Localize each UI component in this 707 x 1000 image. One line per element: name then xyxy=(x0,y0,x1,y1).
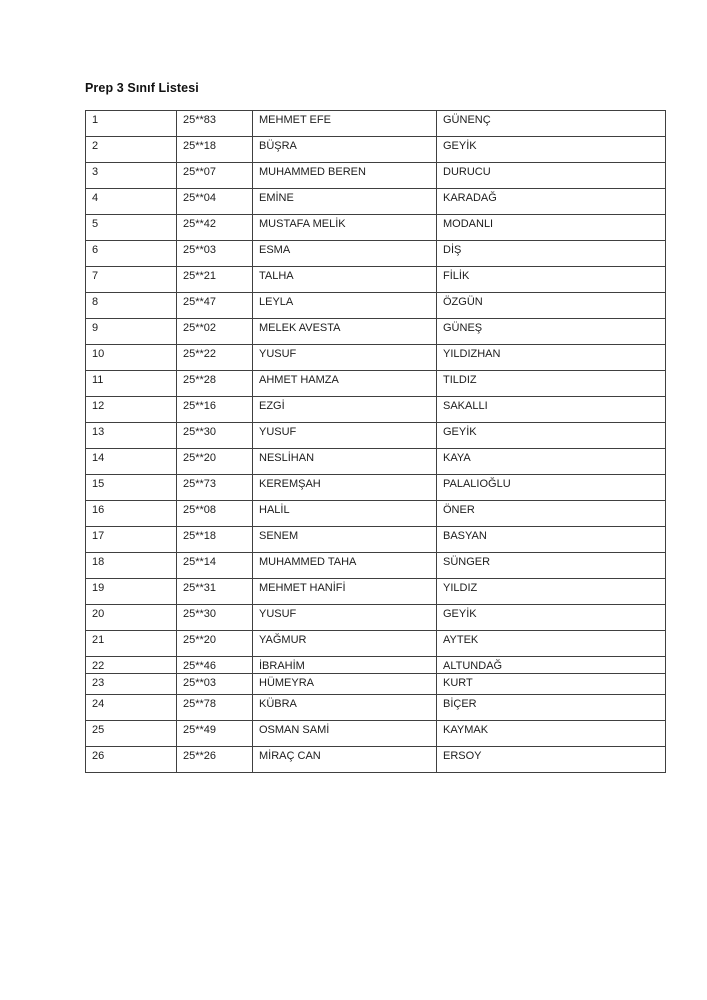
cell-id: 25**08 xyxy=(177,501,253,527)
cell-first-name: KÜBRA xyxy=(253,695,437,721)
cell-last-name: ALTUNDAĞ xyxy=(437,657,666,674)
cell-first-name: MUHAMMED TAHA xyxy=(253,553,437,579)
cell-last-name: YILDIZHAN xyxy=(437,345,666,371)
cell-id: 25**42 xyxy=(177,215,253,241)
cell-no: 3 xyxy=(86,163,177,189)
cell-first-name: SENEM xyxy=(253,527,437,553)
cell-id: 25**14 xyxy=(177,553,253,579)
cell-first-name: OSMAN SAMİ xyxy=(253,721,437,747)
cell-no: 11 xyxy=(86,371,177,397)
cell-last-name: BASYAN xyxy=(437,527,666,553)
table-row xyxy=(86,111,666,137)
cell-no: 18 xyxy=(86,553,177,579)
cell-first-name: ESMA xyxy=(253,241,437,267)
table-row xyxy=(86,475,666,501)
table-row xyxy=(86,189,666,215)
cell-no: 23 xyxy=(86,674,177,695)
cell-id: 25**46 xyxy=(177,657,253,674)
cell-last-name: KAYA xyxy=(437,449,666,475)
cell-id: 25**78 xyxy=(177,695,253,721)
cell-first-name: EMİNE xyxy=(253,189,437,215)
cell-last-name: SÜNGER xyxy=(437,553,666,579)
cell-first-name: MİRAÇ CAN xyxy=(253,747,437,773)
cell-id: 25**26 xyxy=(177,747,253,773)
cell-first-name: TALHA xyxy=(253,267,437,293)
cell-last-name: MODANLI xyxy=(437,215,666,241)
cell-no: 24 xyxy=(86,695,177,721)
cell-first-name: EZGİ xyxy=(253,397,437,423)
cell-no: 2 xyxy=(86,137,177,163)
table-row xyxy=(86,345,666,371)
cell-first-name: MEHMET EFE xyxy=(253,111,437,137)
cell-no: 25 xyxy=(86,721,177,747)
cell-no: 4 xyxy=(86,189,177,215)
cell-id: 25**83 xyxy=(177,111,253,137)
cell-no: 15 xyxy=(86,475,177,501)
table-row xyxy=(86,674,666,695)
cell-first-name: YUSUF xyxy=(253,605,437,631)
cell-last-name: GÜNEŞ xyxy=(437,319,666,345)
table-row xyxy=(86,267,666,293)
cell-last-name: GEYİK xyxy=(437,137,666,163)
cell-first-name: MEHMET HANİFİ xyxy=(253,579,437,605)
table-row xyxy=(86,371,666,397)
cell-first-name: HALİL xyxy=(253,501,437,527)
cell-id: 25**73 xyxy=(177,475,253,501)
cell-first-name: YAĞMUR xyxy=(253,631,437,657)
cell-last-name: ÖNER xyxy=(437,501,666,527)
cell-first-name: AHMET HAMZA xyxy=(253,371,437,397)
cell-last-name: GEYİK xyxy=(437,605,666,631)
cell-first-name: MUHAMMED BEREN xyxy=(253,163,437,189)
cell-id: 25**03 xyxy=(177,674,253,695)
cell-last-name: GEYİK xyxy=(437,423,666,449)
cell-first-name: HÜMEYRA xyxy=(253,674,437,695)
cell-id: 25**04 xyxy=(177,189,253,215)
cell-first-name: NESLİHAN xyxy=(253,449,437,475)
cell-last-name: DİŞ xyxy=(437,241,666,267)
table-row xyxy=(86,553,666,579)
cell-no: 10 xyxy=(86,345,177,371)
cell-first-name: MELEK AVESTA xyxy=(253,319,437,345)
cell-first-name: BÜŞRA xyxy=(253,137,437,163)
cell-id: 25**47 xyxy=(177,293,253,319)
table-row xyxy=(86,605,666,631)
cell-id: 25**03 xyxy=(177,241,253,267)
cell-id: 25**18 xyxy=(177,527,253,553)
table-row xyxy=(86,293,666,319)
cell-first-name: YUSUF xyxy=(253,345,437,371)
cell-no: 7 xyxy=(86,267,177,293)
table-row xyxy=(86,163,666,189)
table-row xyxy=(86,137,666,163)
table-row xyxy=(86,579,666,605)
page-title: Prep 3 Sınıf Listesi xyxy=(85,81,199,95)
table-row xyxy=(86,215,666,241)
cell-id: 25**16 xyxy=(177,397,253,423)
cell-no: 22 xyxy=(86,657,177,674)
cell-last-name: BİÇER xyxy=(437,695,666,721)
cell-last-name: DURUCU xyxy=(437,163,666,189)
cell-no: 5 xyxy=(86,215,177,241)
table-body xyxy=(86,111,666,773)
cell-last-name: AYTEK xyxy=(437,631,666,657)
cell-id: 25**20 xyxy=(177,449,253,475)
cell-id: 25**07 xyxy=(177,163,253,189)
cell-last-name: PALALIOĞLU xyxy=(437,475,666,501)
table-row xyxy=(86,695,666,721)
table-row xyxy=(86,721,666,747)
cell-first-name: KEREMŞAH xyxy=(253,475,437,501)
cell-no: 21 xyxy=(86,631,177,657)
table-row xyxy=(86,397,666,423)
cell-no: 26 xyxy=(86,747,177,773)
cell-last-name: FİLİK xyxy=(437,267,666,293)
cell-last-name: YILDIZ xyxy=(437,579,666,605)
cell-last-name: KURT xyxy=(437,674,666,695)
cell-id: 25**28 xyxy=(177,371,253,397)
table-row xyxy=(86,631,666,657)
cell-no: 1 xyxy=(86,111,177,137)
cell-no: 20 xyxy=(86,605,177,631)
cell-id: 25**21 xyxy=(177,267,253,293)
table-row xyxy=(86,747,666,773)
cell-first-name: MUSTAFA MELİK xyxy=(253,215,437,241)
cell-id: 25**18 xyxy=(177,137,253,163)
cell-last-name: KARADAĞ xyxy=(437,189,666,215)
cell-no: 17 xyxy=(86,527,177,553)
table-row xyxy=(86,241,666,267)
cell-id: 25**30 xyxy=(177,423,253,449)
cell-last-name: TILDIZ xyxy=(437,371,666,397)
cell-last-name: GÜNENÇ xyxy=(437,111,666,137)
cell-first-name: YUSUF xyxy=(253,423,437,449)
table-row xyxy=(86,527,666,553)
cell-id: 25**20 xyxy=(177,631,253,657)
table-row xyxy=(86,449,666,475)
table-row xyxy=(86,423,666,449)
cell-last-name: SAKALLI xyxy=(437,397,666,423)
cell-id: 25**22 xyxy=(177,345,253,371)
cell-id: 25**30 xyxy=(177,605,253,631)
cell-no: 12 xyxy=(86,397,177,423)
cell-id: 25**31 xyxy=(177,579,253,605)
cell-last-name: ERSOY xyxy=(437,747,666,773)
cell-no: 14 xyxy=(86,449,177,475)
cell-first-name: İBRAHİM xyxy=(253,657,437,674)
table-row xyxy=(86,501,666,527)
table-row xyxy=(86,657,666,674)
cell-id: 25**49 xyxy=(177,721,253,747)
cell-id: 25**02 xyxy=(177,319,253,345)
class-list-table xyxy=(85,110,666,773)
cell-no: 9 xyxy=(86,319,177,345)
cell-no: 16 xyxy=(86,501,177,527)
cell-last-name: ÖZGÜN xyxy=(437,293,666,319)
cell-last-name: KAYMAK xyxy=(437,721,666,747)
cell-no: 19 xyxy=(86,579,177,605)
cell-no: 8 xyxy=(86,293,177,319)
cell-no: 6 xyxy=(86,241,177,267)
cell-first-name: LEYLA xyxy=(253,293,437,319)
cell-no: 13 xyxy=(86,423,177,449)
table-row xyxy=(86,319,666,345)
